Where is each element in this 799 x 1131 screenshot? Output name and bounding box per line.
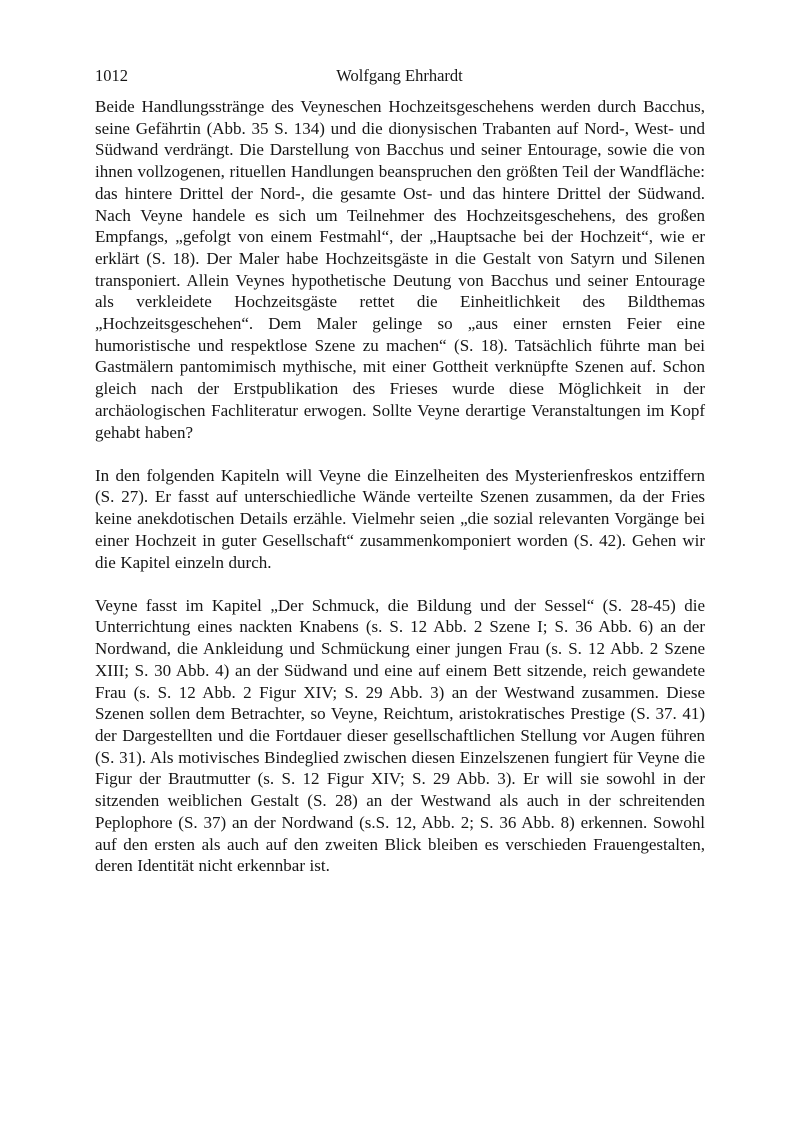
- paragraph: In den folgenden Kapiteln will Veyne die Einzelheiten des Mysterienfreskos entziffern (S. 27). Er fasst auf unterschiedliche Wände verteilte Szenen zusammen, da der Fries keine anekdotischen Details erzähle. Vielmehr seien „die sozial relevanten Vorgänge bei einer Hochzeit in guter Gesellschaft“ zusammenkomponiert worden (S. 42). Gehen wir die Kapitel einzeln durch.: [95, 465, 705, 572]
- body-text: [95, 96, 705, 877]
- paragraph: Beide Handlungsstränge des Veyneschen Hochzeitsgeschehens werden durch Bacchus, seine Gefährtin (Abb. 35 S. 134) und die dionysischen Trabanten auf Nord-, West- und Südwand verdrängt. Die Darstellung von Bacchus und seiner Entourage, sowie die von ihnen vollzogenen, rituellen Handlungen beanspruchen den größten Teil der Wandfläche: das hintere Drittel der Nord-, die gesamte Ost- und das hintere Drittel der Südwand. Nach Veyne handele es sich um Teilnehmer des Hochzeitsgeschehens, des großen Empfangs, „gefolgt von einem Festmahl“, der „Hauptsache bei der Hochzeit“, wie er erklärt (S. 18). Der Maler habe Hochzeitsgäste in die Gestalt von Satyrn und Silenen transponiert. Allein Veynes hypothetische Deutung von Bacchus und seiner Entourage als verkleidete Hochzeitsgäste rettet die Einheitlichkeit des Bildthemas „Hochzeitsgeschehen“. Dem Maler gelinge so „aus einer ernsten Feier eine humoristische und respektlose Szene zu machen“ (S. 18). Tatsächlich führte man bei Gastmälern pantomimisch mythische, mit einer Gottheit verknüpfte Szenen auf. Schon gleich nach der Erstpublikation des Frieses wurde diese Möglichkeit in der archäologischen Fachliteratur erwogen. Sollte Veyne derartige Veranstaltungen im Kopf gehabt haben?: [95, 97, 705, 442]
- running-head: [95, 0, 704, 96]
- page-number: 1012: [95, 66, 128, 85]
- running-header-author: Wolfgang Ehrhardt: [336, 66, 463, 85]
- paragraph: Veyne fasst im Kapitel „Der Schmuck, die Bildung und der Sessel“ (S. 28-45) die Unterrichtung eines nackten Knabens (s. S. 12 Abb. 2 Szene I; S. 36 Abb. 6) an der Nordwand, die Ankleidung und Schmückung einer jungen Frau (s. S. 12 Abb. 2 Szene XIII; S. 30 Abb. 4) an der Südwand und eine auf einem Bett sitzende, reich gewandete Frau (s. S. 12 Abb. 2 Figur XIV; S. 29 Abb. 3) an der Westwand zusammen. Diese Szenen sollen dem Betrachter, so Veyne, Reichtum, aristokratisches Prestige (S. 37. 41) der Dargestellten und die Fortdauer dieser gesellschaftlichen Stellung vor Augen führen (S. 31). Als motivisches Bindeglied zwischen diesen Einzelszenen fungiert für Veyne die Figur der Brautmutter (s. S. 12 Figur XIV; S. 29 Abb. 3). Er will sie sowohl in der sitzenden weiblichen Gestalt (S. 28) an der Westwand als auch in der schreitenden Peplophore (S. 37) an der Nordwand (s.S. 12, Abb. 2; S. 36 Abb. 8) erkennen. Sowohl auf den ersten als auch auf den zweiten Blick bleiben es verschieden Frauengestalten, deren Identität nicht erkennbar ist.: [95, 595, 705, 876]
